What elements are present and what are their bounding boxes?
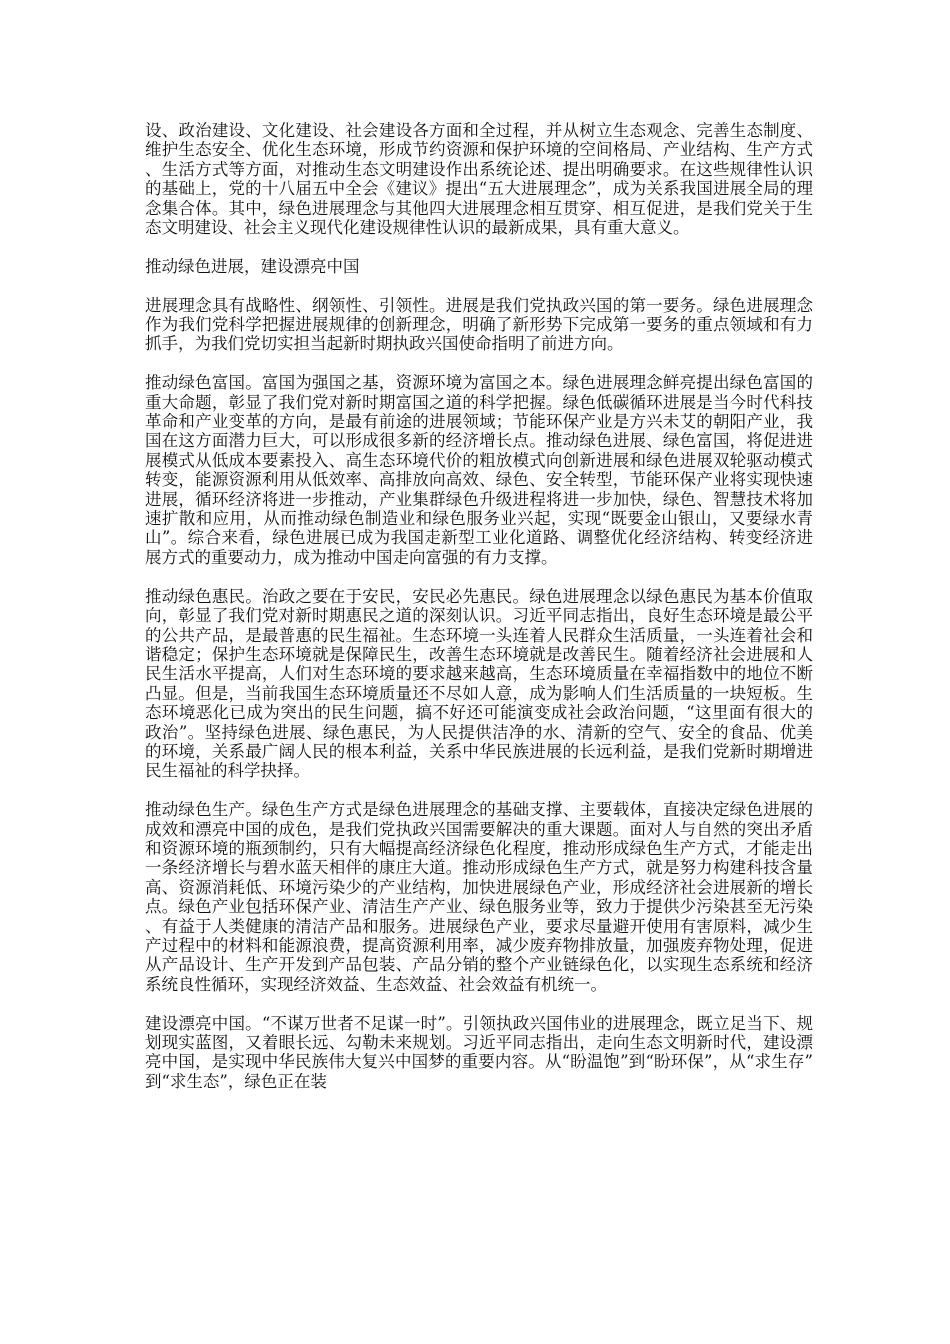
paragraph-green-prosperity: 推动绿色富国。富国为强国之基，资源环境为富国之本。绿色进展理念鲜亮提出绿色富国的重大命题，彰显了我们党对新时期富国之道的科学把握。绿色低碳循环进展是当今时代科技革命和产业变革的方向，是最有前途的进展领域；节能环保产业是方兴未艾的朝阳产业，我国在这方面潜力巨大，可以形成很多新的经济增长点。推动绿色进展、绿色富国，将促进进展模式从低成本要素投入、高生态环境代价的粗放模式向创新进展和绿色进展双轮驱动模式转变，能源资源利用从低效率、高排放向高效、绿色、安全转型，节能环保产业将实现快速进展，循环经济将进一步推动，产业集群绿色升级进程将进一步加快，绿色、智慧技术将加速扩散和应用，从而推动绿色制造业和绿色服务业兴起，实现“既要金山银山，又要绿水青山”。综合来看，绿色进展已成为我国走新型工业化道路、调整优化经济结构、转变经济进展方式的重要动力，成为推动中国走向富强的有力支撑。: [145, 373, 813, 567]
document-body: [145, 121, 813, 1111]
paragraph-green-production: 推动绿色生产。绿色生产方式是绿色进展理念的基础支撑、主要载体，直接决定绿色进展的成效和漂亮中国的成色，是我们党执政兴国需要解决的重大课题。面对人与自然的突出矛盾和资源环境的瓶颈制约，只有大幅提高经济绿色化程度，推动形成绿色生产方式，才能走出一条经济增长与碧水蓝天相伴的康庄大道。推动形成绿色生产方式，就是努力构建科技含量高、资源消耗低、环境污染少的产业结构，加快进展绿色产业，形成经济社会进展新的增长点。绿色产业包括环保产业、清洁生产产业、绿色服务业等，致力于提供少污染甚至无污染、有益于人类健康的清洁产品和服务。进展绿色产业，要求尽量避开使用有害原料，减少生产过程中的材料和能源浪费，提高资源利用率，减少废弃物排放量，加强废弃物处理，促进从产品设计、生产开发到产品包装、产品分销的整个产业链绿色化，以实现生态系统和经济系统良性循环，实现经济效益、生态效益、社会效益有机统一。: [145, 800, 813, 994]
section-heading: 推动绿色进展，建设漂亮中国: [145, 256, 360, 276]
paragraph-development-concept: 进展理念具有战略性、纲领性、引领性。进展是我们党执政兴国的第一要务。绿色进展理念作为我们党科学把握进展规律的创新理念，明确了新形势下完成第一要务的重点领域和有力抓手，为我们党切实担当起新时期执政兴国使命指明了前进方向。: [145, 295, 813, 354]
paragraph-beautiful-china: 建设漂亮中国。“不谋万世者不足谋一时”。引领执政兴国伟业的进展理念，既立足当下、规划现实蓝图，又着眼长远、勾勒未来规划。习近平同志指出，走向生态文明新时代，建设漂亮中国，是实现中华民族伟大复兴中国梦的重要内容。从“盼温饱”到“盼环保”，从“求生存”到“求生态”，绿色正在装: [145, 1013, 813, 1091]
paragraph-green-welfare: 推动绿色惠民。治政之要在于安民，安民必先惠民。绿色进展理念以绿色惠民为基本价值取向，彰显了我们党对新时期惠民之道的深刻认识。习近平同志指出，良好生态环境是最公平的公共产品，是最普惠的民生福祉。生态环境一头连着人民群众生活质量，一头连着社会和谐稳定；保护生态环境就是保障民生，改善生态环境就是改善民生。随着经济社会进展和人民生活水平提高，人们对生态环境的要求越来越高，生态环境质量在幸福指数中的地位不断凸显。但是，当前我国生态环境质量还不尽如人意，成为影响人们生活质量的一块短板。生态环境恶化已成为突出的民生问题，搞不好还可能演变成社会政治问题，“这里面有很大的政治”。坚持绿色进展、绿色惠民，为人民提供洁净的水、清新的空气、安全的食品、优美的环境，关系最广阔人民的根本利益，关系中华民族进展的长远利益，是我们党新时期增进民生福祉的科学抉择。: [145, 586, 813, 781]
paragraph-intro-continuation: 设、政治建设、文化建设、社会建设各方面和全过程，并从树立生态观念、完善生态制度、维护生态安全、优化生态环境，形成节约资源和保护环境的空间格局、产业结构、生产方式、生活方式等方面，对推动生态文明建设作出系统论述、提出明确要求。在这些规律性认识的基础上，党的十八届五中全会《建议》提出“五大进展理念”，成为关系我国进展全局的理念集合体。其中，绿色进展理念与其他四大进展理念相互贯穿、相互促进，是我们党关于生态文明建设、社会主义现代化建设规律性认识的最新成果，具有重大意义。: [145, 121, 813, 238]
